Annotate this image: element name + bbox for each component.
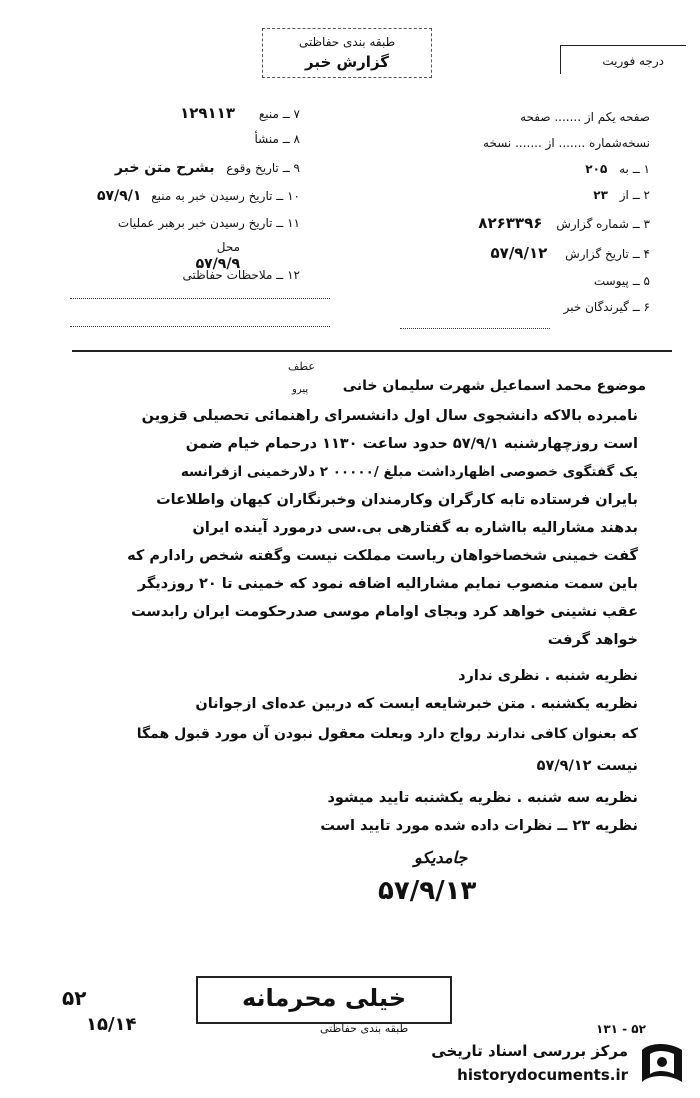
- watermark-url: historydocuments.ir: [457, 1066, 628, 1084]
- body-line: باین سمت منصوب نمایم مشارالیه اضافه نمود که خمینی تا ۲۰ روزدیگر: [137, 576, 638, 592]
- field-occurrence-date: ۹ ــ تاریخ وقوع بشرح متن خبر: [114, 160, 300, 176]
- opinion-line: که بعنوان کافی ندارند رواج دارد وبعلت معقول نبودن آن مورد قبول همگا: [136, 726, 638, 742]
- body-line: بایران فرستاده تابه کارگران وکارمندان وخبرنگاران کیهان واطلاعات: [156, 492, 638, 508]
- body-line: گفت خمینی شخصاخواهان ریاست مملکت نیست وگفته شخص رادارم که: [127, 548, 638, 564]
- header-separator-line: [72, 350, 672, 352]
- body-line: نامبرده بالاکه دانشجوی سال اول دانشسرای راهنمائی تحصیلی قزوین: [141, 408, 638, 424]
- field-source: ۷ ــ منبع ۱۲۹۱۱۳: [180, 104, 300, 122]
- form-dotted-line: [70, 298, 330, 299]
- form-dotted-line: [70, 326, 330, 327]
- field-occurrence-date-value: بشرح متن خبر: [114, 160, 215, 176]
- field-report-number-value: ۸۲۶۳۳۹۶: [478, 214, 543, 232]
- body-line: عقب نشینی خواهد کرد وبجای اوامام موسی صدرحکومت ایران رابدست: [131, 604, 638, 620]
- field-recipients: ۶ ــ گیرندگان خبر: [563, 300, 650, 314]
- field-report-number: ۳ ــ شماره گزارش ۸۲۶۳۳۹۶: [478, 214, 650, 232]
- classification-header-box: [262, 28, 432, 78]
- watermark-title: مرکز بررسی اسناد تاریخی: [431, 1042, 628, 1060]
- opinion-line: نظریه سه شنبه . نظریه یکشنبه تایید میشود: [327, 790, 638, 806]
- followup-note: پیرو: [292, 384, 309, 395]
- field-received-by-leader: ۱۱ ــ تاریخ رسیدن خبر برهبر عملیات: [117, 216, 300, 230]
- signature-name: جامدیکو: [414, 848, 468, 867]
- secrecy-stamp: [196, 976, 452, 1024]
- watermark: [388, 1040, 688, 1092]
- signature-date: ۵۷/۹/۱۳: [378, 876, 477, 906]
- field-report-date-value: ۵۷/۹/۱۲: [490, 244, 548, 262]
- priority-label: درجه فوریت: [602, 54, 664, 68]
- opinion-line: نظریه ۲۳ ــ نظرات داده شده مورد تایید است: [320, 818, 638, 834]
- field-received-by-source: ۱۰ ــ تاریخ رسیدن خبر به منبع ۵۷/۹/۱: [97, 188, 300, 204]
- field-security-notes: ۱۲ ــ ملاحظات حفاظتی: [182, 268, 300, 282]
- field-attachment: ۵ ــ پیوست: [593, 274, 650, 288]
- body-line: بدهند مشارالیه بااشاره به گفتارهی بی.سی درمورد آینده ایران: [192, 520, 638, 536]
- opinion-line: نظریه یکشنبه . متن خبرشایعه ایست که دربین عده‌ای ازجوانان: [195, 696, 638, 712]
- field-place: محل: [216, 240, 240, 254]
- body-line: است روزچهارشنبه ۵۷/۹/۱ حدود ساعت ۱۱۳۰ درحمام خیام ضمن: [185, 436, 638, 452]
- priority-box: [560, 45, 686, 74]
- form-number: ۱۳۱ - ۵۲: [596, 1022, 646, 1036]
- classification-label-bottom: طبقه بندی حفاظتی: [320, 1022, 409, 1035]
- field-report-date: ۴ ــ تاریخ گزارش ۵۷/۹/۱۲: [490, 244, 650, 262]
- field-received-by-source-value: ۵۷/۹/۱: [97, 188, 142, 204]
- field-from-value: ۲۳: [593, 188, 608, 202]
- field-copy-number: نسخه‌شماره ....... از ....... نسخه: [483, 136, 650, 150]
- archive-logo-icon: [636, 1040, 688, 1090]
- form-dotted-line: [400, 328, 550, 329]
- stamp-text: خیلی محرمانه: [241, 984, 407, 1012]
- body-line: خواهد گرفت: [547, 632, 638, 648]
- field-source-value: ۱۲۹۱۱۳: [180, 104, 235, 122]
- field-to-value: ۲۰۵: [585, 162, 608, 176]
- field-page-number: صفحه یکم از ....... صفحه: [520, 110, 650, 124]
- body-line: یک گفتگوی خصوصی اظهارداشت مبلغ /۰۰۰۰۰ ۲ دلارخمینی ازفرانسه: [180, 464, 638, 480]
- handwritten-note-bottom: ۱۵/۱۴: [86, 1014, 137, 1035]
- field-from: ۲ ــ از ۲۳: [593, 188, 650, 202]
- field-origin: ۸ ــ منشأ: [254, 132, 300, 146]
- reference-note: عطف: [288, 360, 315, 373]
- document-title: گزارش خبر: [304, 53, 390, 71]
- field-to: ۱ ــ به ۲۰۵: [585, 162, 650, 176]
- opinion-line: نیست ۵۷/۹/۱۲: [536, 758, 638, 774]
- opinion-line: نظریه شنبه . نظری ندارد: [458, 668, 638, 684]
- handwritten-note-top: ۵۲: [62, 986, 87, 1010]
- subject-line: موضوع محمد اسماعیل شهرت سلیمان خانی: [342, 378, 646, 394]
- field-place-value: ۵۷/۹/۹: [195, 256, 240, 272]
- classification-label-top: طبقه بندی حفاظتی: [298, 35, 396, 49]
